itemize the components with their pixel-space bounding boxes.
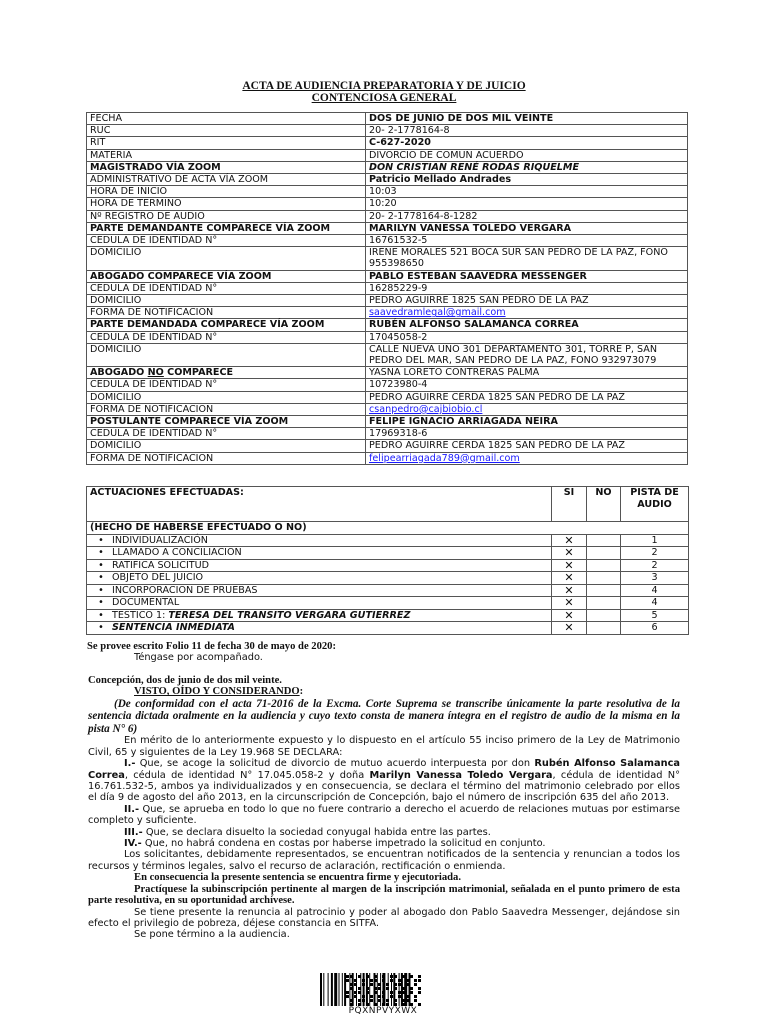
action-no-cell — [587, 609, 621, 622]
action-row — [87, 597, 689, 610]
info-value: FELIPE IGNACIO ARRIAGADA NEIRA — [366, 416, 688, 428]
point-1-name-1: Rubén Alfonso Salamanca Correa — [88, 758, 680, 781]
info-value: DIVORCIO DE COMUN ACUERDO — [366, 149, 688, 161]
bullet-icon: • — [98, 572, 104, 583]
info-label: MAGISTRADO VÍA ZOOM — [87, 161, 366, 173]
info-row — [87, 186, 688, 198]
action-label — [87, 609, 552, 622]
info-label: CEDULA DE IDENTIDAD N° — [87, 379, 366, 391]
info-row — [87, 235, 688, 247]
bullet-icon: • — [98, 584, 104, 596]
info-label: PARTE DEMANDADA COMPARECE VÍA ZOOM — [87, 319, 366, 331]
info-label: ABOGADO COMPARECE VÍA ZOOM — [87, 270, 366, 282]
conformidad-paragraph: (De conformidad con el acta 71-2016 de la Excma. Corte Suprema se transcribe únicamente la parte resolutiva de la sentencia dictada oralmente en la audiencia y cuyo texto consta de manera íntegra en el registro de audio de la misma en la pista N° 6) — [88, 697, 680, 735]
info-value: 20- 2-1778164-8 — [366, 125, 688, 137]
action-label-prefix: TESTICO 1: — [112, 609, 169, 621]
info-row — [87, 125, 688, 137]
info-row — [87, 222, 688, 234]
action-label-text: LLAMADO A CONCILIACION — [112, 547, 242, 558]
info-value: PEDRO AGUIRRE CERDA 1825 SAN PEDRO DE LA PAZ — [366, 391, 688, 403]
info-row — [87, 210, 688, 222]
info-row — [87, 174, 688, 186]
point-1-name-2: Marilyn Vanessa Toledo Vergara — [369, 769, 553, 781]
action-si-check-icon: ✕ — [552, 609, 587, 622]
info-row — [87, 319, 688, 331]
info-row — [87, 198, 688, 210]
action-si-check-icon: ✕ — [552, 622, 587, 635]
info-label — [87, 367, 366, 379]
info-row — [87, 295, 688, 307]
action-pista: 5 — [621, 609, 689, 622]
info-label: DOMICILIO — [87, 440, 366, 452]
info-row — [87, 403, 688, 415]
action-row — [87, 559, 689, 572]
actions-header-no: NO — [587, 487, 621, 522]
bullet-icon: • — [98, 559, 104, 571]
info-label: PARTE DEMANDANTE COMPARECE VÍA ZOOM — [87, 222, 366, 234]
info-label: FORMA DE NOTIFICACION — [87, 307, 366, 319]
visto-line — [88, 686, 680, 697]
action-label — [87, 597, 552, 610]
action-row — [87, 547, 689, 560]
action-no-cell — [587, 559, 621, 572]
action-si-check-icon: ✕ — [552, 597, 587, 610]
info-row — [87, 367, 688, 379]
resolution-point-4 — [88, 838, 680, 849]
action-si-check-icon: ✕ — [552, 584, 587, 597]
info-row — [87, 137, 688, 149]
action-no-cell — [587, 622, 621, 635]
action-pista: 6 — [621, 622, 689, 635]
action-pista: 1 — [621, 534, 689, 547]
point-1-number: I.- — [124, 758, 136, 770]
info-value: 16285229-9 — [366, 282, 688, 294]
info-row — [87, 270, 688, 282]
action-no-cell — [587, 597, 621, 610]
document-title-line1: ACTA DE AUDIENCIA PREPARATORIA Y DE JUICIO — [242, 80, 526, 92]
escrito-line: Se provee escrito Folio 11 de fecha 30 de mayo de 2020: — [87, 641, 337, 652]
info-label: CEDULA DE IDENTIDAD N° — [87, 331, 366, 343]
info-row — [87, 282, 688, 294]
action-pista: 4 — [621, 584, 689, 597]
info-row — [87, 379, 688, 391]
merito-paragraph: En mérito de lo anteriormente expuesto y lo dispuesto en el artículo 55 inciso primero de la Ley de Matrimonio Civil, 65 y siguientes de la Ley 19.968 SE DECLARA: — [88, 735, 680, 758]
action-label-text: INDIVIDUALIZACIÓN — [112, 534, 208, 546]
bullet-icon: • — [98, 534, 104, 546]
action-label — [87, 584, 552, 597]
info-label: RUC — [87, 125, 366, 137]
action-label — [87, 572, 552, 585]
info-label: HORA DE TERMINO — [87, 198, 366, 210]
info-value: C-627-2020 — [366, 137, 688, 149]
action-no-cell — [587, 584, 621, 597]
barcode-label: PQXNPVYXWX — [320, 1006, 446, 1016]
actions-subheader: (HECHO DE HABERSE EFECTUADO O NO) — [87, 522, 689, 535]
info-label-text: ABOGADO NO COMPARECE — [90, 367, 234, 379]
point-4-number: IV.- — [124, 838, 142, 850]
bullet-icon: • — [98, 547, 104, 558]
resolution-point-1 — [88, 758, 680, 804]
action-si-check-icon: ✕ — [552, 547, 587, 560]
info-value: YASNA LORETO CONTRERAS PALMA — [366, 367, 688, 379]
point-1-text-c: , cédula de identidad N° 16.761.532-5, ambos ya individualizados y en consecuencia, se declara el término del matrimonio celebrado por ellos el día 9 de agosto del año 2013, en la circunscripción de Concepción, bajo el número de inscripción 635 del año 2013. — [88, 769, 680, 804]
firme-line: En consecuencia la presente sentencia se encuentra firme y ejecutoriada. — [134, 872, 461, 884]
action-row — [87, 534, 689, 547]
bullet-icon: • — [98, 622, 104, 633]
info-value: 10723980-4 — [366, 379, 688, 391]
resolution-body — [88, 641, 680, 941]
renuncia-paragraph: Se tiene presente la renuncia al patrocinio y poder al abogado don Pablo Saavedra Messenger, dejándose sin efecto el privilegio de pobreza, déjese constancia en SITFA. — [88, 906, 680, 929]
info-value: DON CRISTIAN RENÉ RODAS RIQUELME — [366, 161, 688, 173]
tengase-line: Téngase por acompañado. — [134, 652, 263, 664]
info-row — [87, 391, 688, 403]
info-label: MATERIA — [87, 149, 366, 161]
info-label: FORMA DE NOTIFICACION — [87, 403, 366, 415]
document-barcode — [320, 973, 446, 1009]
info-value: PEDRO AGUIRRE CERDA 1825 SAN PEDRO DE LA PAZ — [366, 440, 688, 452]
info-label: POSTULANTE COMPARECE VÍA ZOOM — [87, 416, 366, 428]
resolution-point-2 — [88, 804, 680, 827]
action-label — [87, 534, 552, 547]
action-pista: 2 — [621, 547, 689, 560]
actions-header-si: SI — [552, 487, 587, 522]
info-value[interactable]: felipearriagada789@gmail.com — [366, 452, 688, 464]
action-label-text: DOCUMENTAL — [112, 597, 180, 608]
info-row — [87, 452, 688, 464]
concepcion-line: Concepción, dos de junio de dos mil veinte. — [88, 674, 282, 686]
info-label-emphasis: NO — [147, 367, 164, 379]
info-row — [87, 440, 688, 452]
info-label: ADMINISTRATIVO DE ACTA VÍA ZOOM — [87, 174, 366, 186]
action-no-cell — [587, 534, 621, 547]
actions-header-pista: PISTA DE AUDIO — [621, 487, 689, 522]
action-row — [87, 572, 689, 585]
hearing-info-table — [86, 112, 688, 465]
info-value[interactable]: csanpedro@cajbiobio.cl — [366, 403, 688, 415]
info-label: RIT — [87, 137, 366, 149]
info-label: HORA DE INICIO — [87, 186, 366, 198]
subinscripcion-paragraph: Practíquese la subinscripción pertinente al margen de la inscripción matrimonial, señalada en el punto primero de esta parte resolutiva, en su oportunidad archívese. — [88, 883, 680, 907]
info-label: CEDULA DE IDENTIDAD N° — [87, 282, 366, 294]
visto-colon: : — [299, 686, 304, 698]
info-label: FORMA DE NOTIFICACION — [87, 452, 366, 464]
info-value[interactable]: saavedramlegal@gmail.com — [366, 307, 688, 319]
info-row — [87, 113, 688, 125]
info-value: 10:20 — [366, 198, 688, 210]
info-label: Nº REGISTRO DE AUDIO — [87, 210, 366, 222]
action-row — [87, 584, 689, 597]
info-label: DOMICILIO — [87, 247, 366, 270]
info-label: DOMICILIO — [87, 295, 366, 307]
action-label-text: TERESA DEL TRANSITO VERGARA GUTIERREZ — [168, 609, 411, 621]
info-row — [87, 149, 688, 161]
document-title-line2: CONTENCIOSA GENERAL — [311, 92, 457, 104]
info-row — [87, 307, 688, 319]
info-row — [87, 331, 688, 343]
info-value: 10:03 — [366, 186, 688, 198]
info-value: RUBÉN ALFONSO SALAMANCA CORREA — [366, 319, 688, 331]
info-row — [87, 247, 688, 270]
info-value: MARILYN VANESSA TOLEDO VERGARA — [366, 222, 688, 234]
info-value: 16761532-5 — [366, 235, 688, 247]
info-value: PEDRO AGUIRRE 1825 SAN PEDRO DE LA PAZ — [366, 295, 688, 307]
info-value: DOS DE JUNIO DE DOS MIL VEINTE — [366, 113, 688, 125]
visto-heading: VISTO, OÍDO Y CONSIDERANDO — [134, 686, 300, 698]
info-value: CALLE NUEVA UNO 301 DEPARTAMENTO 301, TORRE P, SAN PEDRO DEL MAR, SAN PEDRO DE LA PAZ, FONO 932973079 — [366, 343, 688, 366]
solicitantes-paragraph: Los solicitantes, debidamente representados, se encuentran notificados de la sentencia y renuncian a todos los recursos y términos legales, salvo el recurso de aclaración, rectificación o enmienda. — [88, 849, 680, 872]
action-label — [87, 559, 552, 572]
action-si-check-icon: ✕ — [552, 534, 587, 547]
point-2-number: II.- — [124, 803, 140, 815]
action-label-text: RATIFICA SOLICITUD — [112, 559, 210, 571]
actions-header-title: ACTUACIONES EFECTUADAS: — [87, 487, 552, 522]
info-value: 20- 2-1778164-8-1282 — [366, 210, 688, 222]
actions-table — [86, 486, 689, 635]
info-row — [87, 428, 688, 440]
info-label: CEDULA DE IDENTIDAD N° — [87, 428, 366, 440]
action-label — [87, 622, 552, 635]
action-row — [87, 622, 689, 635]
info-value: PABLO ESTEBAN SAAVEDRA MESSENGER — [366, 270, 688, 282]
point-1-text-a: Que, se acoge la solicitud de divorcio de mutuo acuerdo interpuesta por don — [135, 758, 535, 770]
point-3-text: Que, se declara disuelto la sociedad conyugal habida entre las partes. — [142, 826, 491, 838]
action-label-text: OBJETO DEL JUICIO — [112, 572, 204, 583]
point-2-text: Que, se aprueba en todo lo que no fuere contrario a derecho el acuerdo de relaciones mutuas por estimarse completo y suficiente. — [88, 803, 680, 827]
action-label — [87, 547, 552, 560]
info-label: FECHA — [87, 113, 366, 125]
point-1-text-b: , cédula de identidad N° 17.045.058-2 y doña — [124, 769, 370, 781]
info-value: 17969318-6 — [366, 428, 688, 440]
info-value: 17045058-2 — [366, 331, 688, 343]
action-label-text: INCORPORACION DE PRUEBAS — [112, 584, 258, 596]
info-label: CEDULA DE IDENTIDAD N° — [87, 235, 366, 247]
action-row — [87, 609, 689, 622]
action-pista: 2 — [621, 559, 689, 572]
action-si-check-icon: ✕ — [552, 572, 587, 585]
point-4-text: Que, no habrá condena en costas por haberse impetrado la solicitud en conjunto. — [141, 838, 546, 850]
action-label-text: SENTENCIA INMEDIATA — [112, 622, 235, 633]
info-row — [87, 343, 688, 366]
info-row — [87, 416, 688, 428]
action-pista: 3 — [621, 572, 689, 585]
termino-line: Se pone término a la audiencia. — [134, 929, 290, 941]
info-label: DOMICILIO — [87, 343, 366, 366]
info-row — [87, 161, 688, 173]
resolution-point-3 — [88, 827, 680, 838]
action-pista: 4 — [621, 597, 689, 610]
bullet-icon: • — [98, 609, 104, 621]
action-si-check-icon: ✕ — [552, 559, 587, 572]
action-no-cell — [587, 547, 621, 560]
info-value: IRENE MORALES 521 BOCA SUR SAN PEDRO DE LA PAZ, FONO 955398650 — [366, 247, 688, 270]
point-3-number: III.- — [124, 826, 143, 838]
bullet-icon: • — [98, 597, 104, 608]
action-no-cell — [587, 572, 621, 585]
info-label: DOMICILIO — [87, 391, 366, 403]
info-value: Patricio Mellado Andrades — [366, 174, 688, 186]
